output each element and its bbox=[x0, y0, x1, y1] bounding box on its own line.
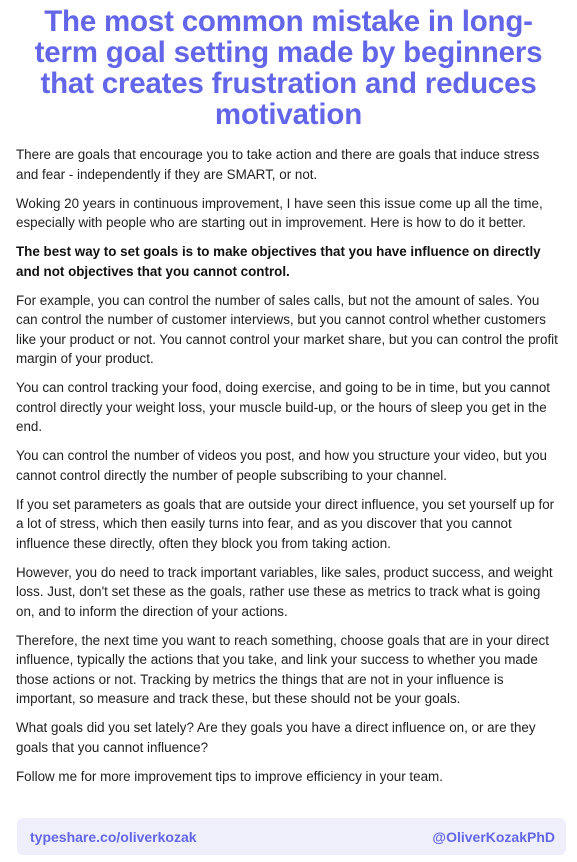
footer-bar bbox=[17, 818, 566, 855]
paragraph-experience: Woking 20 years in continuous improvement, I have seen this issue come up all the time, especially with people who are starting out in improvement. Here is how to do it better. bbox=[16, 195, 543, 230]
author-handle-link[interactable]: @OliverKozakPhD bbox=[432, 828, 555, 845]
paragraph-sales-example: For example, you can control the number of sales calls, but not the amount of sales. You can control the number of customer interviews, but you cannot control whether customers like your product or not. You cannot control your market share, but you can control the profit margin of your product. bbox=[16, 292, 558, 366]
paragraph-conclusion: Therefore, the next time you want to reach something, choose goals that are in your direct influence, typically the actions that you take, and link your success to whether you made those actions or not. Tracking by metrics the things that are not in your influence is important, so measure and track these, but these should not be your goals. bbox=[16, 632, 549, 706]
paragraph-stress: If you set parameters as goals that are outside your direct influence, you set yourself up for a lot of stress, which then easily turns into fear, and as you discover that you cannot influence these directly, often they block you from taking action. bbox=[16, 496, 555, 551]
page-title: The most common mistake in long-term goal setting made by beginners that creates frustration and reduces motivation bbox=[34, 5, 543, 131]
paragraph-intro: There are goals that encourage you to take action and there are goals that induce stress and fear - independently if they are SMART, or not. bbox=[16, 147, 540, 182]
typeshare-link[interactable]: typeshare.co/oliverkozak bbox=[30, 828, 197, 845]
paragraph-video-example: You can control the number of videos you post, and how you structure your video, but you cannot control directly the number of people subscribing to your channel. bbox=[16, 448, 547, 483]
paragraph-call-to-action: Follow me for more improvement tips to improve efficiency in your team. bbox=[16, 768, 443, 784]
paragraph-question: What goals did you set lately? Are they goals you have a direct influence on, or are they goals that you cannot influence? bbox=[16, 720, 536, 755]
paragraph-key-point: The best way to set goals is to make objectives that you have influence on directly and not objectives that you cannot control. bbox=[16, 244, 541, 279]
paragraph-metrics: However, you do need to track important variables, like sales, product success, and weight loss. Just, don't set these as the goals, rather use these as metrics to track what is going on, and to inform the direction of your actions. bbox=[16, 564, 553, 619]
article-body bbox=[16, 145, 561, 786]
paragraph-health-example: You can control tracking your food, doing exercise, and going to be in time, but you cannot control directly your weight loss, your muscle build-up, or the hours of sleep you get in the end. bbox=[16, 380, 550, 434]
